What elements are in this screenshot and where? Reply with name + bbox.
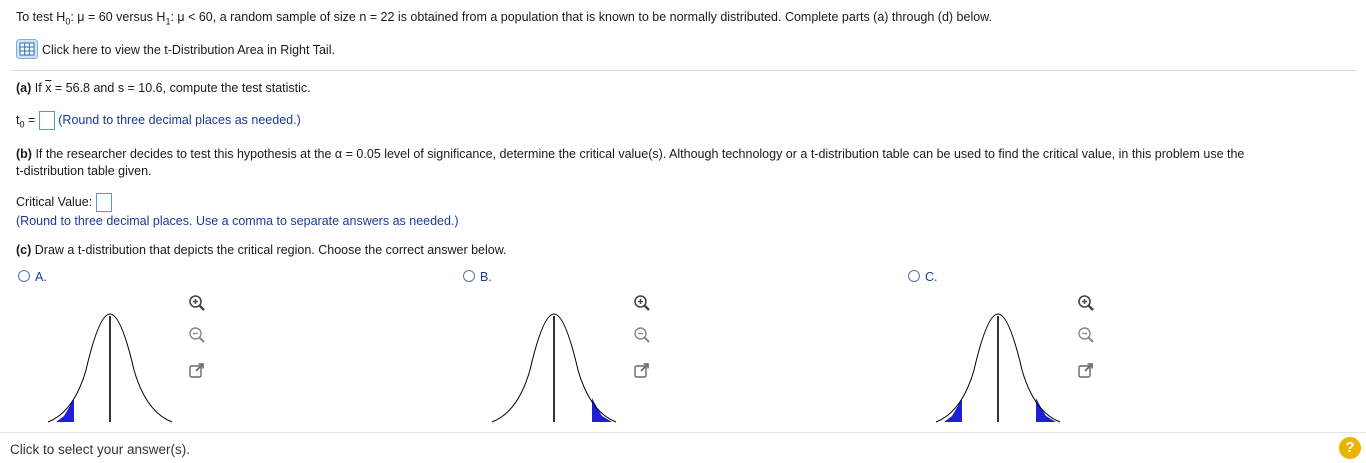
zoom-out-icon[interactable] — [186, 324, 208, 346]
expand-icon[interactable] — [631, 360, 653, 382]
table-icon — [16, 39, 38, 62]
option-b[interactable]: B. — [463, 270, 492, 284]
part-a-answer-row: $t_0$ = (Round to three decimal places as needed.) — [16, 112, 301, 130]
expand-icon[interactable] — [186, 360, 208, 382]
help-button[interactable]: ? — [1339, 437, 1361, 459]
option-a[interactable]: A. — [18, 270, 47, 284]
zoom-out-icon[interactable] — [1075, 324, 1097, 346]
status-text: Click to select your answer(s). — [10, 442, 191, 457]
test-statistic-input[interactable] — [39, 111, 55, 130]
x-bar: $\overline{x}$ — [45, 81, 52, 95]
divider — [10, 70, 1356, 71]
option-c-graph[interactable] — [932, 312, 1072, 424]
option-b-radio[interactable] — [463, 270, 475, 282]
option-b-graph[interactable] — [488, 312, 628, 424]
zoom-in-icon[interactable] — [186, 292, 208, 314]
zoom-in-icon[interactable] — [1075, 292, 1097, 314]
option-a-radio[interactable] — [18, 270, 30, 282]
question-intro: To test $H_0$: μ = 60 versus $H_1$: μ < 60, a random sample of size n = 22 is obtained from a population that is known to be normally distributed. Complete parts (a) through (d) below. — [16, 10, 992, 27]
option-c[interactable]: C. — [908, 270, 938, 284]
zoom-out-icon[interactable] — [631, 324, 653, 346]
part-b-question-cont: t-distribution table given. — [16, 164, 152, 178]
part-a-question: (a) If $\overline{x} = 56.8$ and s = 10.6, compute the test statistic. — [16, 81, 311, 95]
part-a-hint: (Round to three decimal places as needed.) — [58, 112, 301, 127]
table-link[interactable] — [16, 39, 335, 62]
critical-value-row: Critical Value: — [16, 193, 112, 212]
part-b-hint: (Round to three decimal places. Use a comma to separate answers as needed.) — [16, 214, 459, 228]
option-c-radio[interactable] — [908, 270, 920, 282]
table-link-label[interactable]: Click here to view the t-Distribution Area in Right Tail. — [42, 42, 335, 57]
zoom-in-icon[interactable] — [631, 292, 653, 314]
footer-divider — [0, 432, 1366, 433]
part-b-question: (b) If the researcher decides to test this hypothesis at the α = 0.05 level of significance, determine the critical value(s). Although technology or a t-distribution table can be used to find the critical value, in this problem use the — [16, 147, 1245, 161]
critical-value-input[interactable] — [96, 193, 112, 212]
expand-icon[interactable] — [1075, 360, 1097, 382]
option-a-graph[interactable] — [44, 312, 184, 424]
part-c-question: (c) Draw a t-distribution that depicts the critical region. Choose the correct answer below. — [16, 243, 507, 257]
